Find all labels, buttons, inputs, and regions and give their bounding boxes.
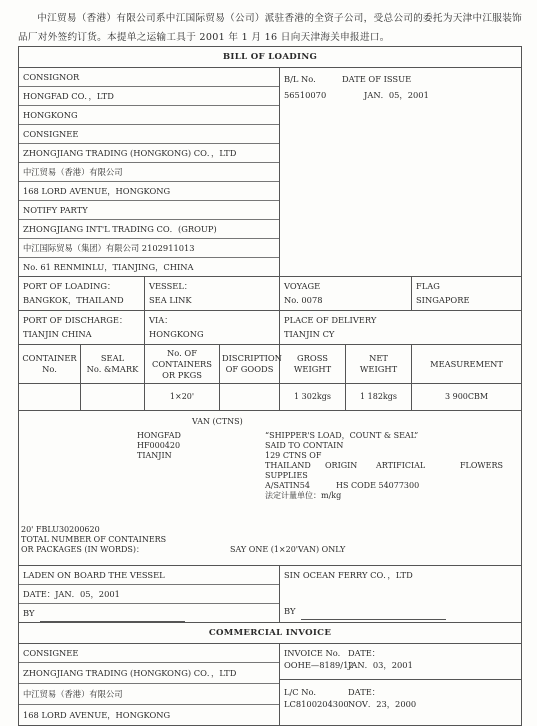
laden-label: LADEN ON BOARD THE VESSEL xyxy=(19,566,279,585)
col-net: NET WEIGHT xyxy=(346,345,412,384)
measurement-value: 3 900CBM xyxy=(412,384,522,411)
desc-3: 129 CTNS OF xyxy=(265,451,322,460)
place-delivery-label: PLACE OF DELIVERY xyxy=(284,315,377,325)
desc-4a: THAILAND xyxy=(265,461,311,470)
invoice-date: JAN．03，2001 xyxy=(348,660,413,670)
lc-no: LC8100204300 xyxy=(284,699,349,709)
consignor-line1: HONGFAD CO．，LTD xyxy=(19,87,279,106)
inv-consignee-cn: 中江贸易（香港）有限公司 xyxy=(19,684,279,705)
consignor-line2: HONGKONG xyxy=(19,106,279,125)
consignee-addr: 168 LORD AVENUE，HONGKONG xyxy=(19,182,279,201)
bill-of-loading-form xyxy=(18,46,521,726)
notify-cn: 中江国际贸易（集团）有限公司 2102911013 xyxy=(19,239,279,258)
desc-7: 法定计量单位：m/kg xyxy=(265,491,342,500)
inv-consignee-addr: 168 LORD AVENUE，HONGKONG xyxy=(23,710,171,720)
col-seal: SEAL No. &MARK xyxy=(81,345,145,384)
mark-2: HF000420 xyxy=(137,441,181,450)
notify-label: NOTIFY PARTY xyxy=(19,201,279,220)
fbl-number: 20' FBLU30200620 xyxy=(21,525,100,534)
containers-value: 1×20' xyxy=(145,384,220,411)
consignor-label: CONSIGNOR xyxy=(19,68,279,87)
invoice-date-label: DATE： xyxy=(348,648,381,658)
notify-addr: No. 61 RENMINLU，TIANJING，CHINA xyxy=(23,262,194,272)
carrier-name: SIN OCEAN FERRY CO．，LTD xyxy=(284,570,413,580)
consignee-label: CONSIGNEE xyxy=(19,125,279,144)
port-loading-label: PORT OF LOADING： xyxy=(23,281,116,291)
total-words: SAY ONE (1×20'VAN) ONLY xyxy=(230,545,346,554)
consignee-cn: 中江贸易（香港）有限公司 xyxy=(19,163,279,182)
mark-3: TIANJIN xyxy=(137,451,172,460)
col-container: CONTAINER No. xyxy=(19,345,81,384)
laden-date: DATE：JAN．05，2001 xyxy=(19,585,279,604)
port-discharge: TIANJIN CHINA xyxy=(23,329,92,339)
lc-date-label: DATE： xyxy=(348,687,381,697)
net-value: 1 182kgs xyxy=(346,384,412,411)
desc-5: SUPPLIES xyxy=(265,471,308,480)
invoice-title: COMMERCIAL INVOICE xyxy=(19,623,522,644)
gross-value: 1 302kgs xyxy=(280,384,346,411)
bl-no-label: B/L No. xyxy=(284,74,316,84)
desc-6a: A/SATIN54 xyxy=(265,481,310,490)
desc-4b: ORIGIN xyxy=(325,461,358,470)
invoice-no: OOHE—8189/12 xyxy=(284,660,354,670)
col-description: DISCRIPTION OF GOODS xyxy=(220,345,280,384)
issue-date: JAN．05，2001 xyxy=(364,90,429,100)
issue-date-label: DATE OF ISSUE xyxy=(342,74,412,84)
port-loading: BANGKOK，THAILAND xyxy=(23,295,124,305)
lc-no-label: L/C No. xyxy=(284,687,317,697)
port-discharge-label: PORT OF DISCHARGE： xyxy=(23,315,128,325)
voyage-label: VOYAGE xyxy=(284,281,321,291)
notify-en: ZHONGJIANG INT'L TRADING CO．(GROUP) xyxy=(19,220,279,239)
voyage: No. 0078 xyxy=(284,295,323,305)
total-line-1: TOTAL NUMBER OF CONTAINERS xyxy=(21,535,167,544)
inv-consignee-label: CONSIGNEE xyxy=(19,644,279,663)
via-label: VIA： xyxy=(149,315,173,325)
desc-1: “SHIPPER'S LOAD，COUNT & SEAL” xyxy=(265,431,419,440)
vessel: SEA LINK xyxy=(149,295,192,305)
desc-6b: HS CODE 54077300 xyxy=(336,481,420,490)
cargo-description xyxy=(19,411,522,566)
laden-by: BY xyxy=(23,604,275,622)
vessel-label: VESSEL： xyxy=(149,281,193,291)
intro-paragraph: 中江贸易（香港）有限公司系中江国际贸易（公司）派驻香港的全资子公司，受总公司的委托为天津中江服装饰品厂对外签约订货。本提单之运输工具于 2001 年 1 月 16 日向天津海关申报进口。 xyxy=(18,13,522,43)
place-delivery: TIANJIN CY xyxy=(284,329,335,339)
via: HONGKONG xyxy=(149,329,204,339)
lc-date: NOV．23，2000 xyxy=(348,699,417,709)
desc-4c: ARTIFICIAL xyxy=(376,461,426,470)
flag-label: FLAG xyxy=(416,281,440,291)
col-measurement: MEASUREMENT xyxy=(412,345,522,384)
bl-no: 56510070 xyxy=(284,90,327,100)
desc-4d: FLOWERS xyxy=(460,461,503,470)
flag: SINGAPORE xyxy=(416,295,470,305)
inv-consignee-en: ZHONGJIANG TRADING (HONGKONG) CO．，LTD xyxy=(19,663,279,684)
col-gross: GROSS WEIGHT xyxy=(280,345,346,384)
carrier-by: BY xyxy=(284,602,517,620)
mark-1: HONGFAD xyxy=(137,431,181,440)
col-containers-pkgs: No. OF CONTAINERS OR PKGS xyxy=(145,345,220,384)
desc-2: SAID TO CONTAIN xyxy=(265,441,344,450)
van-ctns: VAN (CTNS) xyxy=(192,417,243,426)
bill-title: BILL OF LOADING xyxy=(19,47,522,68)
consignee-en: ZHONGJIANG TRADING (HONGKONG) CO．，LTD xyxy=(19,144,279,163)
invoice-no-label: INVOICE No. xyxy=(284,648,341,658)
total-line-2: OR PACKAGES (IN WORDS)： xyxy=(21,545,144,554)
